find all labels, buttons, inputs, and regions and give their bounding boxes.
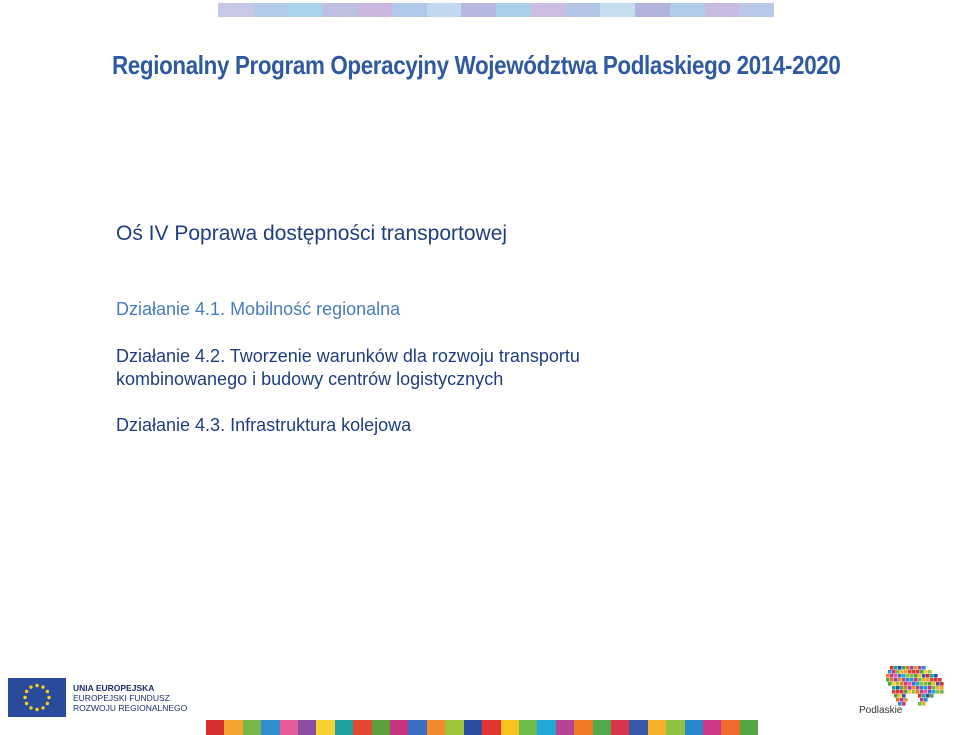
mosaic-tile (890, 678, 894, 682)
strip-segment (261, 720, 279, 735)
eu-star (41, 685, 44, 688)
mosaic-tile (932, 690, 936, 694)
mosaic-tile (902, 702, 906, 706)
mosaic-tile (906, 674, 910, 678)
strip-segment (408, 720, 426, 735)
eu-line: UNIA EUROPEJSKA (73, 683, 155, 693)
strip-segment (218, 3, 253, 17)
eu-star (41, 706, 44, 709)
mosaic-tile (886, 678, 890, 682)
eu-star (29, 706, 32, 709)
mosaic-tile (904, 690, 908, 694)
mosaic-tile (906, 678, 910, 682)
strip-segment (685, 720, 703, 735)
program-title: Regionalny Program Operacyjny Województwa Podlaskiego 2014-2020 (112, 50, 841, 80)
strip-segment (392, 3, 427, 17)
strip-segment (600, 3, 635, 17)
mosaic-tile (904, 670, 908, 674)
mosaic-tile (924, 698, 928, 702)
mosaic-tile (918, 702, 922, 706)
eu-flag-icon (8, 678, 66, 717)
eu-fund-label (73, 683, 187, 713)
mosaic-tile (920, 686, 924, 690)
strip-segment (556, 720, 574, 735)
mosaic-tile (914, 666, 918, 670)
eu-star (35, 708, 38, 711)
strip-segment (705, 3, 740, 17)
mosaic-tile (910, 678, 914, 682)
mosaic-tile (926, 694, 930, 698)
mosaic-tile (910, 666, 914, 670)
mosaic-tile (890, 674, 894, 678)
mosaic-tile (922, 678, 926, 682)
strip-segment (648, 720, 666, 735)
mosaic-tile (902, 678, 906, 682)
mosaic-tile (934, 674, 938, 678)
mosaic-tile (922, 674, 926, 678)
eu-line: EUROPEJSKI FUNDUSZ (73, 693, 170, 703)
mosaic-tile (918, 666, 922, 670)
strip-segment (593, 720, 611, 735)
mosaic-tile (896, 698, 900, 702)
eu-star (35, 684, 38, 687)
mosaic-tile (936, 686, 940, 690)
mosaic-tile (922, 702, 926, 706)
mosaic-tile (914, 678, 918, 682)
mosaic-tile (920, 670, 924, 674)
mosaic-tile (890, 666, 894, 670)
mosaic-tile (908, 686, 912, 690)
strip-segment (445, 720, 463, 735)
strip-segment (206, 720, 224, 735)
strip-segment (224, 720, 242, 735)
mosaic-tile (914, 674, 918, 678)
strip-segment (739, 3, 774, 17)
mosaic-tile (912, 690, 916, 694)
mosaic-tile (928, 686, 932, 690)
eu-star (46, 702, 49, 705)
mosaic-tile (930, 678, 934, 682)
mosaic-tile (940, 686, 944, 690)
mosaic-tile (930, 694, 934, 698)
mosaic-tile (892, 670, 896, 674)
mosaic-tile (898, 694, 902, 698)
eu-star (29, 685, 32, 688)
mosaic-tile (912, 670, 916, 674)
action-4-2: Działanie 4.2. Tworzenie warunków dla rozwoju transportu kombinowanego i budowy centrów logistycznych (116, 346, 580, 389)
mosaic-tile (894, 666, 898, 670)
mosaic-tile (928, 670, 932, 674)
eu-star (47, 696, 50, 699)
mosaic-tile (900, 698, 904, 702)
podlaskie-label: Podlaskie (859, 705, 903, 716)
strip-segment (464, 720, 482, 735)
mosaic-tile (916, 682, 920, 686)
mosaic-tile (916, 690, 920, 694)
mosaic-tile (908, 690, 912, 694)
strip-segment (322, 3, 357, 17)
strip-segment (461, 3, 496, 17)
strip-segment (566, 3, 601, 17)
mosaic-tile (904, 682, 908, 686)
mosaic-tile (916, 686, 920, 690)
strip-segment (253, 3, 288, 17)
strip-segment (353, 720, 371, 735)
strip-segment (629, 720, 647, 735)
mosaic-tile (916, 670, 920, 674)
mosaic-tile (902, 666, 906, 670)
mosaic-tile (940, 690, 944, 694)
eu-line: ROZWOJU REGIONALNEGO (73, 703, 188, 713)
mosaic-tile (904, 686, 908, 690)
mosaic-tile (934, 678, 938, 682)
eu-star (25, 690, 28, 693)
mosaic-tile (894, 678, 898, 682)
axis-title: Oś IV Poprawa dostępności transportowej (116, 222, 508, 245)
mosaic-tile (928, 682, 932, 686)
mosaic-tile (900, 682, 904, 686)
strip-segment (703, 720, 721, 735)
strip-segment (243, 720, 261, 735)
strip-segment (519, 720, 537, 735)
mosaic-tile (938, 678, 942, 682)
strip-segment (288, 3, 323, 17)
strip-segment (390, 720, 408, 735)
strip-segment (427, 3, 462, 17)
mosaic-tile (910, 674, 914, 678)
mosaic-tile (894, 674, 898, 678)
strip-segment (280, 720, 298, 735)
strip-segment (335, 720, 353, 735)
mosaic-tile (904, 698, 908, 702)
mosaic-tile (894, 694, 898, 698)
strip-segment (298, 720, 316, 735)
mosaic-tile (936, 690, 940, 694)
mosaic-tile (936, 682, 940, 686)
mosaic-tile (928, 690, 932, 694)
strip-segment (316, 720, 334, 735)
mosaic-tile (924, 670, 928, 674)
mosaic-tile (932, 686, 936, 690)
strip-segment (357, 3, 392, 17)
eu-star (46, 690, 49, 693)
mosaic-tile (900, 690, 904, 694)
mosaic-tile (932, 682, 936, 686)
action-4-3: Działanie 4.3. Infrastruktura kolejowa (116, 415, 412, 435)
top-color-strip (218, 3, 774, 17)
strip-segment (635, 3, 670, 17)
mosaic-tile (920, 682, 924, 686)
strip-segment (537, 720, 555, 735)
mosaic-tile (902, 674, 906, 678)
mosaic-tile (912, 682, 916, 686)
mosaic-tile (912, 686, 916, 690)
mosaic-tile (898, 678, 902, 682)
bottom-color-strip (206, 720, 758, 735)
strip-segment (372, 720, 390, 735)
strip-segment (427, 720, 445, 735)
mosaic-tile (892, 686, 896, 690)
action-4-1: Działanie 4.1. Mobilność regionalna (116, 299, 401, 319)
mosaic-tile (900, 670, 904, 674)
eu-star (23, 696, 26, 699)
strip-segment (501, 720, 519, 735)
mosaic-tile (892, 682, 896, 686)
mosaic-tile (930, 674, 934, 678)
mosaic-tile (902, 694, 906, 698)
mosaic-tile (898, 666, 902, 670)
mosaic-tile (896, 670, 900, 674)
mosaic-tile (922, 694, 926, 698)
mosaic-tile (886, 674, 890, 678)
mosaic-tile (896, 682, 900, 686)
mosaic-tile (892, 690, 896, 694)
strip-segment (670, 3, 705, 17)
mosaic-tile (900, 686, 904, 690)
strip-segment (721, 720, 739, 735)
mosaic-tile (920, 690, 924, 694)
mosaic-tile (926, 674, 930, 678)
mosaic-tile (922, 666, 926, 670)
strip-segment (496, 3, 531, 17)
eu-star (25, 702, 28, 705)
strip-segment (531, 3, 566, 17)
mosaic-tile (926, 678, 930, 682)
strip-segment (611, 720, 629, 735)
mosaic-tile (918, 678, 922, 682)
mosaic-tile (906, 666, 910, 670)
mosaic-tile (920, 698, 924, 702)
mosaic-tile (940, 682, 944, 686)
mosaic-tile (924, 690, 928, 694)
mosaic-tile (918, 674, 922, 678)
mosaic-tile (924, 682, 928, 686)
mosaic-tile (924, 686, 928, 690)
strip-segment (666, 720, 684, 735)
mosaic-tile (918, 694, 922, 698)
mosaic-tile (896, 690, 900, 694)
mosaic-tile (898, 674, 902, 678)
mosaic-tile (908, 670, 912, 674)
strip-segment (574, 720, 592, 735)
mosaic-tile (908, 682, 912, 686)
mosaic-tile (888, 682, 892, 686)
strip-segment (482, 720, 500, 735)
strip-segment (740, 720, 758, 735)
mosaic-tile (888, 670, 892, 674)
mosaic-tile (896, 686, 900, 690)
